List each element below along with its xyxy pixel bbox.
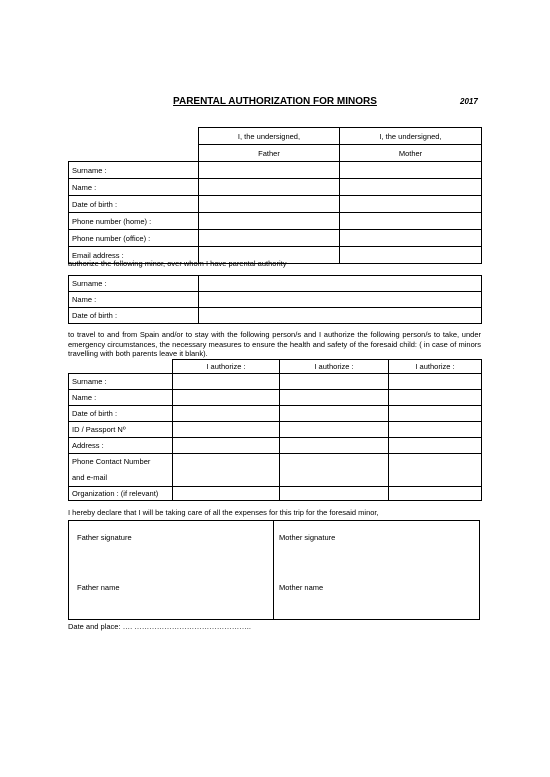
travel-authorization-paragraph: to travel to and from Spain and/or to stay with the following person/s and I authorize the following person/s to take, under emergency circumstances, the necessary measures to ensure the health and safety of the foresaid child: ( in case of minors travelling with both parents leave it blank). (68, 330, 481, 358)
auth3-phone-email-field[interactable] (389, 454, 482, 487)
row-label-name: Name : (69, 179, 199, 196)
father-signature-area[interactable] (71, 545, 269, 581)
auth-label-dob: Date of birth : (69, 406, 173, 422)
auth2-id-field[interactable] (280, 422, 389, 438)
father-phone-home-field[interactable] (199, 213, 340, 230)
authorize-column-header-2: I authorize : (280, 360, 389, 374)
minor-table (68, 275, 482, 324)
authorized-persons-table (68, 359, 482, 501)
signature-divider (273, 521, 274, 619)
auth3-id-field[interactable] (389, 422, 482, 438)
father-column-header: I, the undersigned, (199, 128, 340, 145)
auth-label-name: Name : (69, 390, 173, 406)
father-phone-office-field[interactable] (199, 230, 340, 247)
auth-label-email-line: and e-mail (72, 473, 108, 482)
auth-label-address: Address : (69, 438, 173, 454)
minor-dob-field[interactable] (199, 308, 482, 324)
date-and-place[interactable]: Date and place: …. ……………………………………….. (68, 622, 251, 631)
mother-column-header: I, the undersigned, (340, 128, 482, 145)
father-dob-field[interactable] (199, 196, 340, 213)
expenses-declaration: I hereby declare that I will be taking care of all the expenses for this trip for the foresaid minor, (68, 508, 379, 517)
auth-label-id-passport: ID / Passport Nº (69, 422, 173, 438)
father-subheader: Father (199, 145, 340, 162)
minor-label-surname: Surname : (69, 276, 199, 292)
minor-label-name: Name : (69, 292, 199, 308)
minor-surname-field[interactable] (199, 276, 482, 292)
auth2-phone-email-field[interactable] (280, 454, 389, 487)
parents-table (68, 127, 482, 264)
father-name-field[interactable] (199, 179, 340, 196)
minor-name-field[interactable] (199, 292, 482, 308)
signature-box (68, 520, 480, 620)
auth3-name-field[interactable] (389, 390, 482, 406)
mother-signature-area[interactable] (276, 545, 476, 581)
authorize-column-header-1: I authorize : (173, 360, 280, 374)
mother-name-label: Mother name (279, 583, 324, 592)
auth2-surname-field[interactable] (280, 374, 389, 390)
mother-dob-field[interactable] (340, 196, 482, 213)
auth1-dob-field[interactable] (173, 406, 280, 422)
auth-label-phone-email (69, 454, 173, 487)
row-label-date-of-birth: Date of birth : (69, 196, 199, 213)
auth3-address-field[interactable] (389, 438, 482, 454)
auth1-phone-email-field[interactable] (173, 454, 280, 487)
auth2-dob-field[interactable] (280, 406, 389, 422)
auth2-name-field[interactable] (280, 390, 389, 406)
mother-surname-field[interactable] (340, 162, 482, 179)
auth3-organization-field[interactable] (389, 487, 482, 501)
document-year: 2017 (460, 97, 478, 106)
auth2-organization-field[interactable] (280, 487, 389, 501)
row-label-email: Email address : (69, 247, 199, 264)
mother-subheader: Mother (340, 145, 482, 162)
auth1-address-field[interactable] (173, 438, 280, 454)
father-name-label: Father name (77, 583, 120, 592)
auth3-dob-field[interactable] (389, 406, 482, 422)
father-surname-field[interactable] (199, 162, 340, 179)
mother-signature-label: Mother signature (279, 533, 336, 542)
mother-phone-home-field[interactable] (340, 213, 482, 230)
auth-label-surname: Surname : (69, 374, 173, 390)
mother-phone-office-field[interactable] (340, 230, 482, 247)
minor-label-dob: Date of birth : (69, 308, 199, 324)
minor-intro-text: authorize the following minor, over whom I have parental authority (68, 259, 287, 268)
auth-label-phone-line: Phone Contact Number (72, 457, 151, 466)
auth3-surname-field[interactable] (389, 374, 482, 390)
auth1-organization-field[interactable] (173, 487, 280, 501)
auth1-name-field[interactable] (173, 390, 280, 406)
father-signature-label: Father signature (77, 533, 132, 542)
row-label-surname: Surname : (69, 162, 199, 179)
document-title: PARENTAL AUTHORIZATION FOR MINORS (173, 96, 377, 107)
auth-label-organization: Organization : (if relevant) (69, 487, 173, 501)
auth1-id-field[interactable] (173, 422, 280, 438)
row-label-phone-office: Phone number (office) : (69, 230, 199, 247)
authorize-column-header-3: I authorize : (389, 360, 482, 374)
row-label-phone-home: Phone number (home) : (69, 213, 199, 230)
auth1-surname-field[interactable] (173, 374, 280, 390)
auth2-address-field[interactable] (280, 438, 389, 454)
mother-name-field[interactable] (340, 179, 482, 196)
